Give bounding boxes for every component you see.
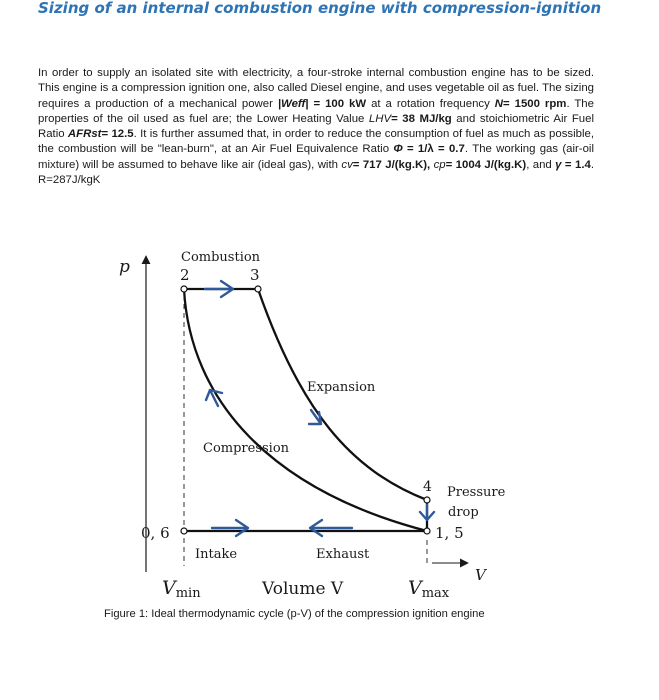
state-point-4	[424, 497, 430, 503]
arrow-pressure-drop-icon	[420, 505, 434, 520]
arrow-expansion-icon	[309, 410, 321, 424]
pressure-axis-label: p	[119, 257, 130, 277]
point-1-5-label: 1, 5	[435, 524, 464, 542]
page-title: Sizing of an internal combustion engine with compression-ignition	[38, 0, 602, 17]
pressure-drop-label-line-2: drop	[448, 505, 479, 520]
cv-value: = 717 J/(kg.K),	[352, 158, 434, 171]
cp-symbol: cp	[433, 158, 446, 171]
gamma-symbol: γ	[555, 158, 562, 171]
gas-constant: . R=287J/kgK	[38, 158, 594, 187]
text-segment: . The properties of the oil used as fuel are; the Lower Heating Value	[38, 97, 594, 125]
expansion-label: Expansion	[307, 380, 376, 395]
point-3-label: 3	[250, 266, 260, 284]
state-point-3	[255, 286, 261, 292]
volume-axis-label: V	[475, 566, 486, 584]
state-point-2	[181, 286, 187, 292]
rpm-value: = 1500 rpm	[503, 97, 567, 110]
text-segment: In order to supply an isolated site with electricity, a four-stroke internal combustion engine has to be sized. This engine is a compression ignition one, also called Diesel engine, and uses vegetable oil as fuel. The sizing requires a production of a mechanical power	[38, 67, 594, 110]
vmin-symbol: V	[162, 577, 176, 599]
cv-symbol: cv	[341, 158, 353, 171]
pressure-drop-label-line-1: Pressure	[447, 485, 506, 500]
vmin-subscript: min	[175, 586, 201, 601]
volume-label: Volume V	[262, 579, 344, 599]
vmax-label	[408, 577, 450, 601]
compression-label: Compression	[203, 441, 290, 456]
svg-text:Vmax	[408, 577, 450, 601]
phi-symbol: Φ	[393, 143, 403, 156]
gamma-value: = 1.4	[561, 158, 591, 171]
arrow-combustion-icon	[205, 281, 233, 297]
arrow-exhaust-icon	[310, 520, 352, 536]
text-segment: . The working gas (air-oil mixture) will be assumed to behave like air (ideal gas), with	[38, 143, 594, 171]
lambda-expression: = 1/λ	[402, 143, 434, 156]
text-segment: , and	[526, 158, 556, 171]
phi-value: = 0.7	[433, 143, 465, 156]
vmax-subscript: max	[421, 586, 450, 601]
compression-curve	[184, 289, 427, 531]
pv-diagram	[0, 238, 659, 630]
text-segment: . It is further assumed that, in order to reduce the consumption of fuel as much as possible, the combustion will be "lean-burn", at an Air Fuel Equivalence Ratio	[38, 128, 594, 156]
afr-value: = 12.5	[101, 128, 134, 141]
problem-statement	[38, 66, 594, 188]
cp-value: = 1004 J/(kg.K)	[445, 158, 527, 171]
text-segment: and stoichiometric Air Fuel Ratio	[38, 112, 594, 141]
point-4-label: 4	[423, 479, 432, 495]
svg-text:Vmin	[162, 577, 201, 601]
point-2-label: 2	[180, 266, 190, 284]
state-point-1-5	[424, 528, 430, 534]
afr-symbol: AFRst	[67, 128, 102, 141]
vmin-label	[162, 577, 201, 601]
combustion-label: Combustion	[181, 250, 261, 265]
text-segment: at a rotation frequency	[366, 97, 495, 110]
exhaust-label: Exhaust	[316, 547, 370, 562]
point-0-6-label: 0, 6	[141, 524, 170, 542]
figure-caption: Figure 1: Ideal thermodynamic cycle (p-V) of the compression ignition engine	[104, 608, 485, 620]
vmax-symbol: V	[408, 577, 422, 599]
lhv-symbol: LHV	[368, 112, 392, 125]
arrow-intake-icon	[212, 520, 248, 536]
lhv-value: = 38 MJ/kg	[391, 112, 452, 125]
weff-symbol: |Weff|	[277, 97, 309, 110]
power-value: = 100 kW	[308, 97, 367, 110]
state-point-0-6	[181, 528, 187, 534]
intake-label: Intake	[195, 547, 238, 562]
n-symbol: N	[494, 97, 503, 110]
